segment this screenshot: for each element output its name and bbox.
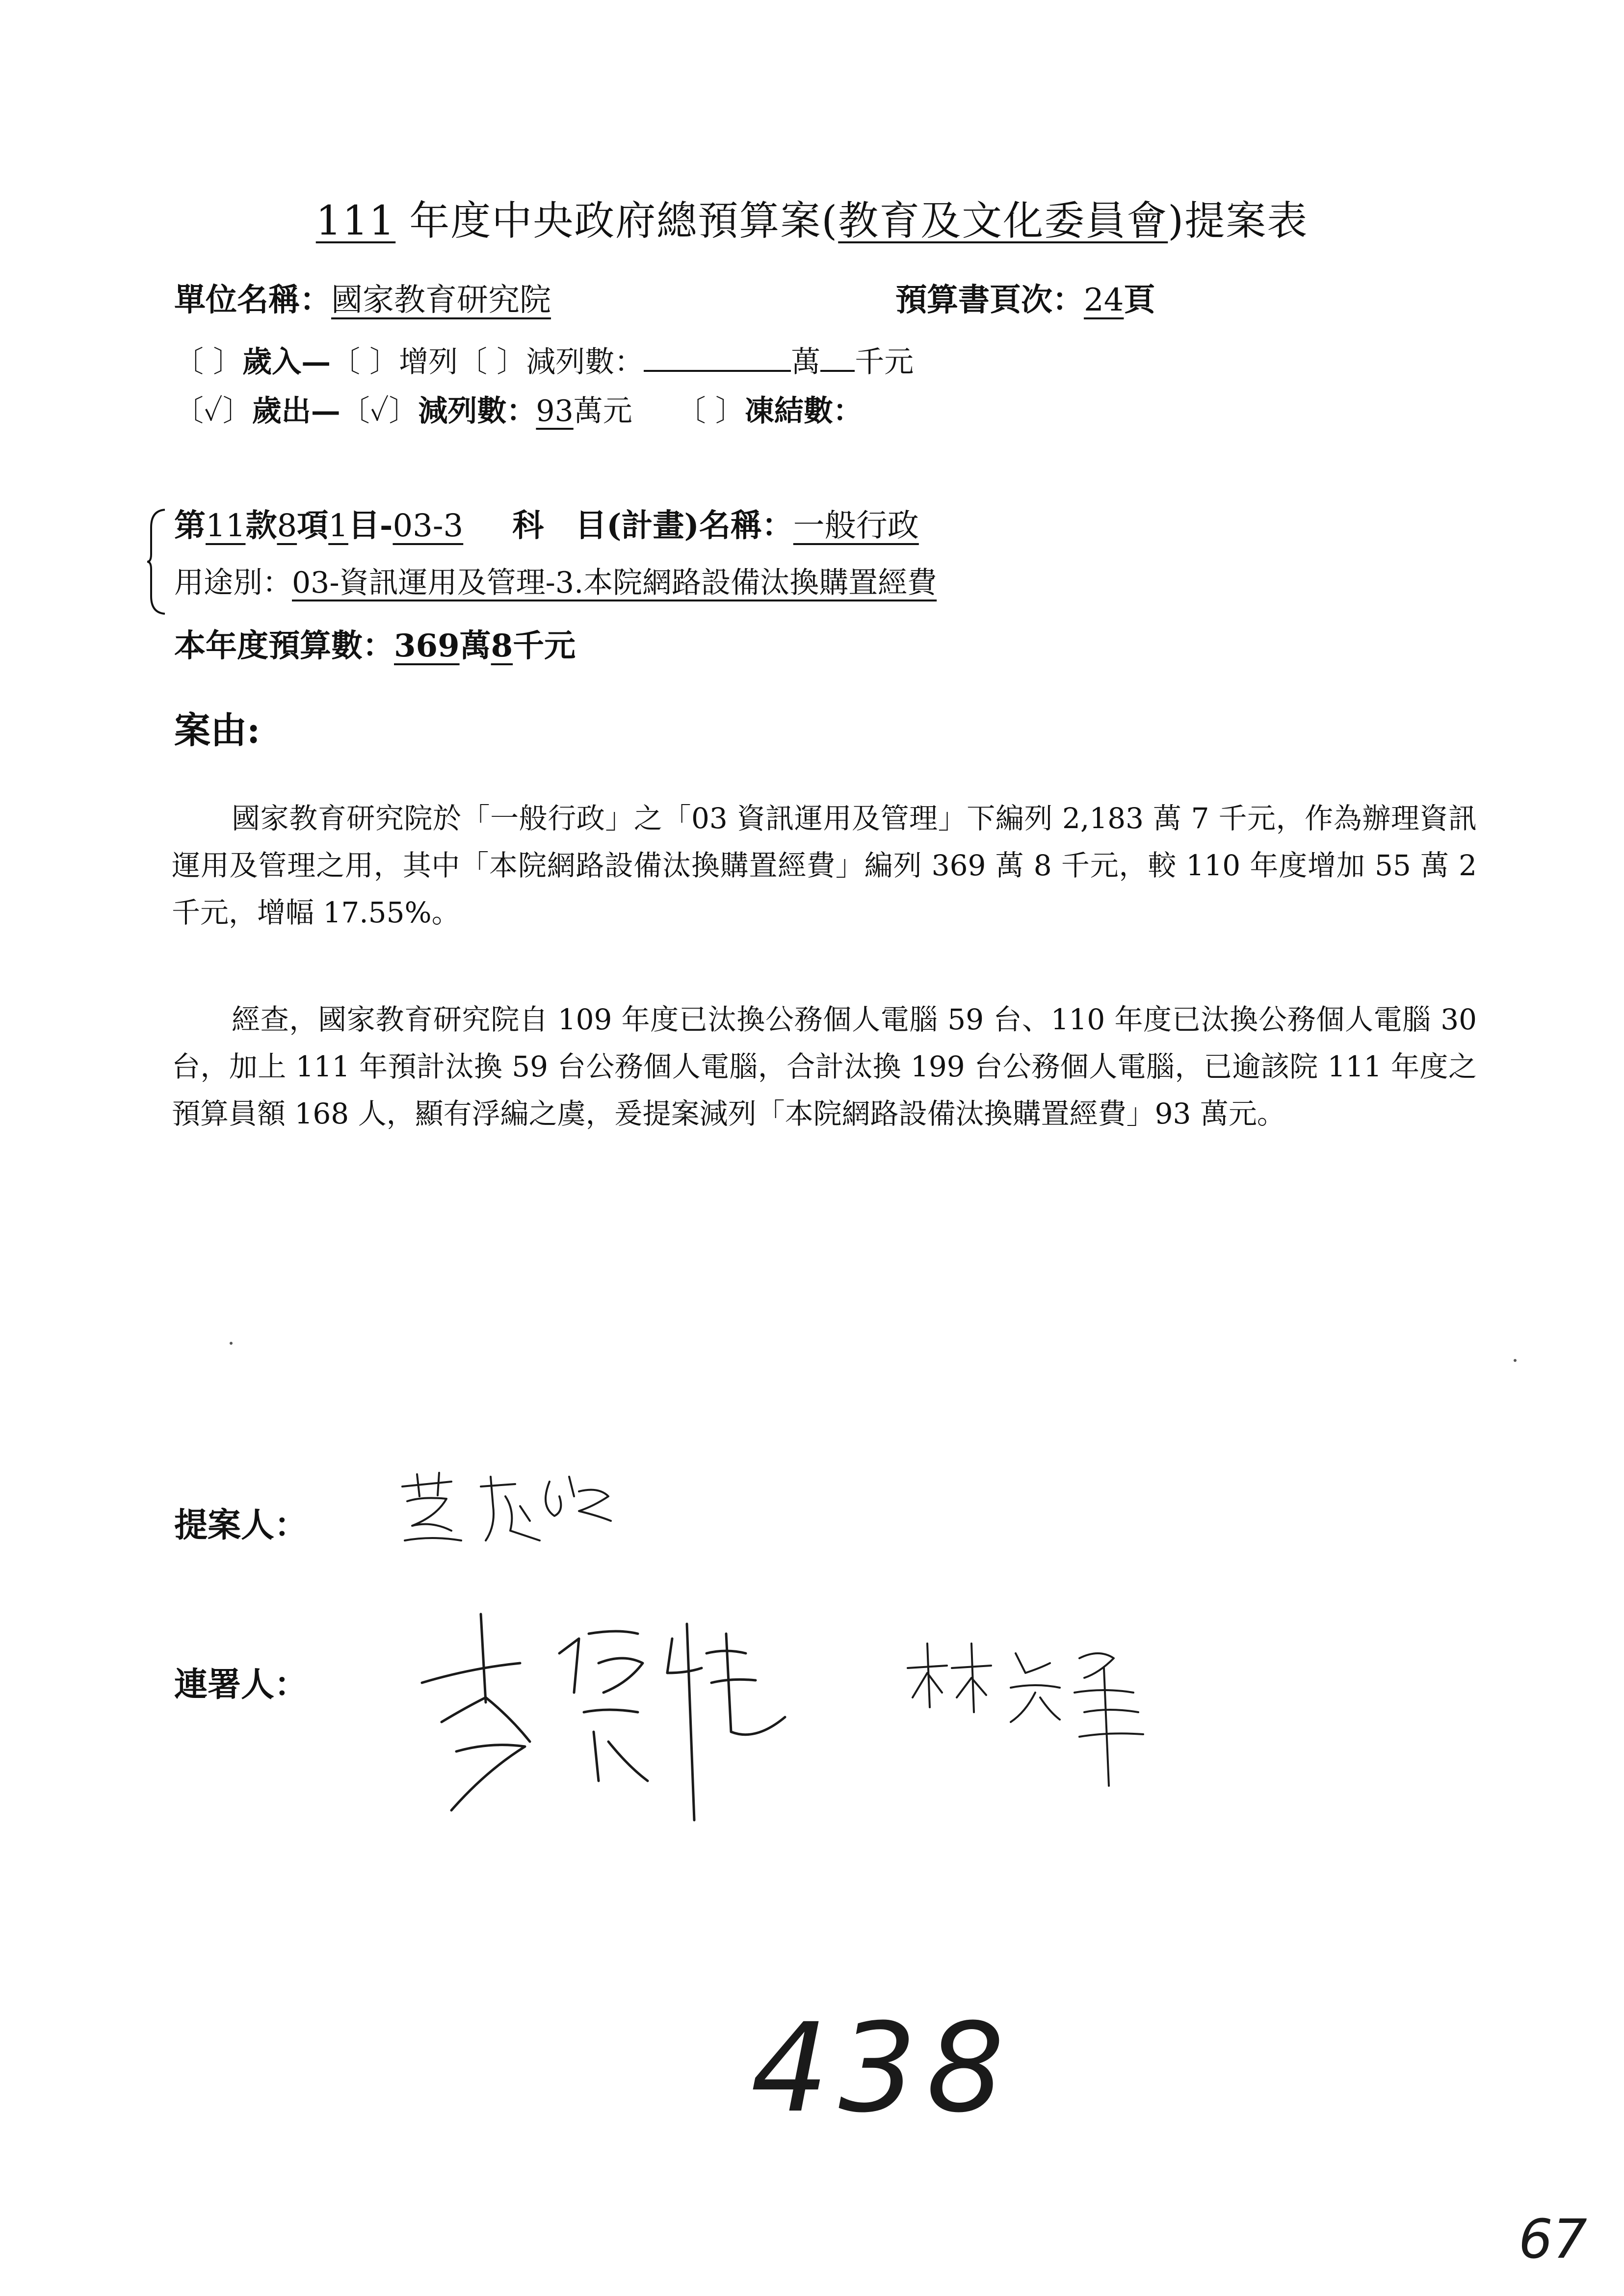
scan-speck — [1514, 1359, 1517, 1362]
section-mu: 1 — [328, 508, 348, 544]
section-kuan-label: 款 — [245, 507, 277, 544]
decrease-checkbox: 〔 〕 — [458, 345, 526, 379]
unit-name: 國家教育研究院 — [331, 282, 551, 318]
revenue-row — [174, 339, 914, 381]
section-prefix: 第 — [174, 507, 206, 544]
title-after: )提案表 — [1168, 198, 1309, 244]
usage-label: 用途別： — [174, 566, 292, 600]
unit-row — [174, 275, 551, 320]
page-ref-value: 24 — [1084, 282, 1124, 318]
expenditure-label: 歲出— — [252, 394, 341, 428]
usage-value: 03-資訊運用及管理-3.本院網路設備汰換購置經費 — [292, 566, 937, 600]
revenue-qian: 千元 — [855, 345, 914, 379]
usage-row — [174, 559, 937, 601]
cosigner-signature-1-icon — [412, 1594, 795, 1830]
expenditure-unit: 萬元 — [573, 394, 632, 428]
section-bracket-icon — [147, 508, 167, 616]
expenditure-decrease-label: 減列數： — [418, 394, 536, 428]
program-name: 一般行政 — [793, 508, 919, 544]
page-ref-suffix: 頁 — [1124, 282, 1155, 318]
revenue-amount-blank — [644, 340, 791, 372]
cosigner-signature-2-icon — [903, 1639, 1178, 1796]
form-title — [0, 189, 1624, 246]
section-code: 03-3 — [393, 508, 464, 544]
expenditure-decrease-checkbox: 〔✓〕 — [340, 394, 419, 428]
section-mu-label: 目- — [348, 507, 393, 544]
budget-qian-unit: 千元 — [513, 627, 576, 664]
reason-paragraph-2: 經查，國家教育研究院自 109 年度已汰換公務個人電腦 59 台、110 年度已汰換公務個人電腦 30 台，加上 111 年預計汰換 59 台公務個人電腦，合計汰換 199 台公務個人電腦，已逾該院 111 年度之預算員額 168 人，顯有浮編之虞，爰提案減列「本院網路設備汰換購置經費」93 萬元。 — [172, 1003, 1477, 1130]
section-xiang-label: 項 — [297, 507, 329, 544]
unit-label: 單位名稱： — [174, 282, 331, 318]
scan-speck — [230, 1342, 233, 1345]
revenue-checkbox: 〔 〕 — [174, 345, 243, 379]
budget-wan-unit: 萬 — [459, 627, 491, 664]
budget-qian: 8 — [491, 627, 513, 664]
revenue-decrease-label: 減列數： — [526, 345, 644, 379]
freeze-label: 凍結數： — [744, 394, 863, 428]
proposer-label: 提案人： — [174, 1506, 308, 1545]
budget-page-ref — [895, 275, 1155, 320]
reason-heading: 案由: — [174, 709, 261, 752]
expenditure-checkbox: 〔✓〕 — [174, 394, 252, 428]
title-before: 年度中央政府總預算案( — [395, 198, 838, 244]
revenue-wan: 萬 — [791, 345, 821, 379]
expenditure-row — [174, 388, 863, 430]
title-year: 111 — [315, 198, 396, 244]
program-name-label: 科 目(計畫)名稱： — [512, 507, 793, 544]
freeze-checkbox: 〔 〕 — [676, 394, 745, 428]
increase-label: 增列 — [399, 345, 458, 379]
revenue-label: 歲入— — [242, 345, 331, 379]
cosigner-label: 連署人： — [174, 1665, 308, 1704]
handwritten-page-number: 438 — [751, 1997, 1015, 2139]
budget-row — [174, 621, 576, 666]
expenditure-amount: 93 — [536, 394, 574, 428]
section-row — [174, 500, 919, 546]
increase-checkbox: 〔 〕 — [331, 345, 399, 379]
budget-label: 本年度預算數： — [174, 627, 394, 664]
revenue-qian-blank — [820, 340, 855, 372]
budget-wan: 369 — [394, 627, 460, 664]
section-kuan: 11 — [206, 508, 246, 544]
page-ref-label: 預算書頁次： — [895, 282, 1084, 318]
reason-paragraph-1: 國家教育研究院於「一般行政」之「03 資訊運用及管理」下編列 2,183 萬 7 千元，作為辦理資訊運用及管理之用，其中「本院網路設備汰換購置經費」編列 369 萬 8 千元，較 110 年度增加 55 萬 2 千元，增幅 17.55%。 — [172, 802, 1477, 929]
corner-page-number: 67 — [1519, 2208, 1587, 2270]
proposer-signature-icon — [393, 1467, 618, 1560]
section-xiang: 8 — [277, 508, 297, 544]
title-committee: 教育及文化委員會 — [838, 198, 1168, 244]
